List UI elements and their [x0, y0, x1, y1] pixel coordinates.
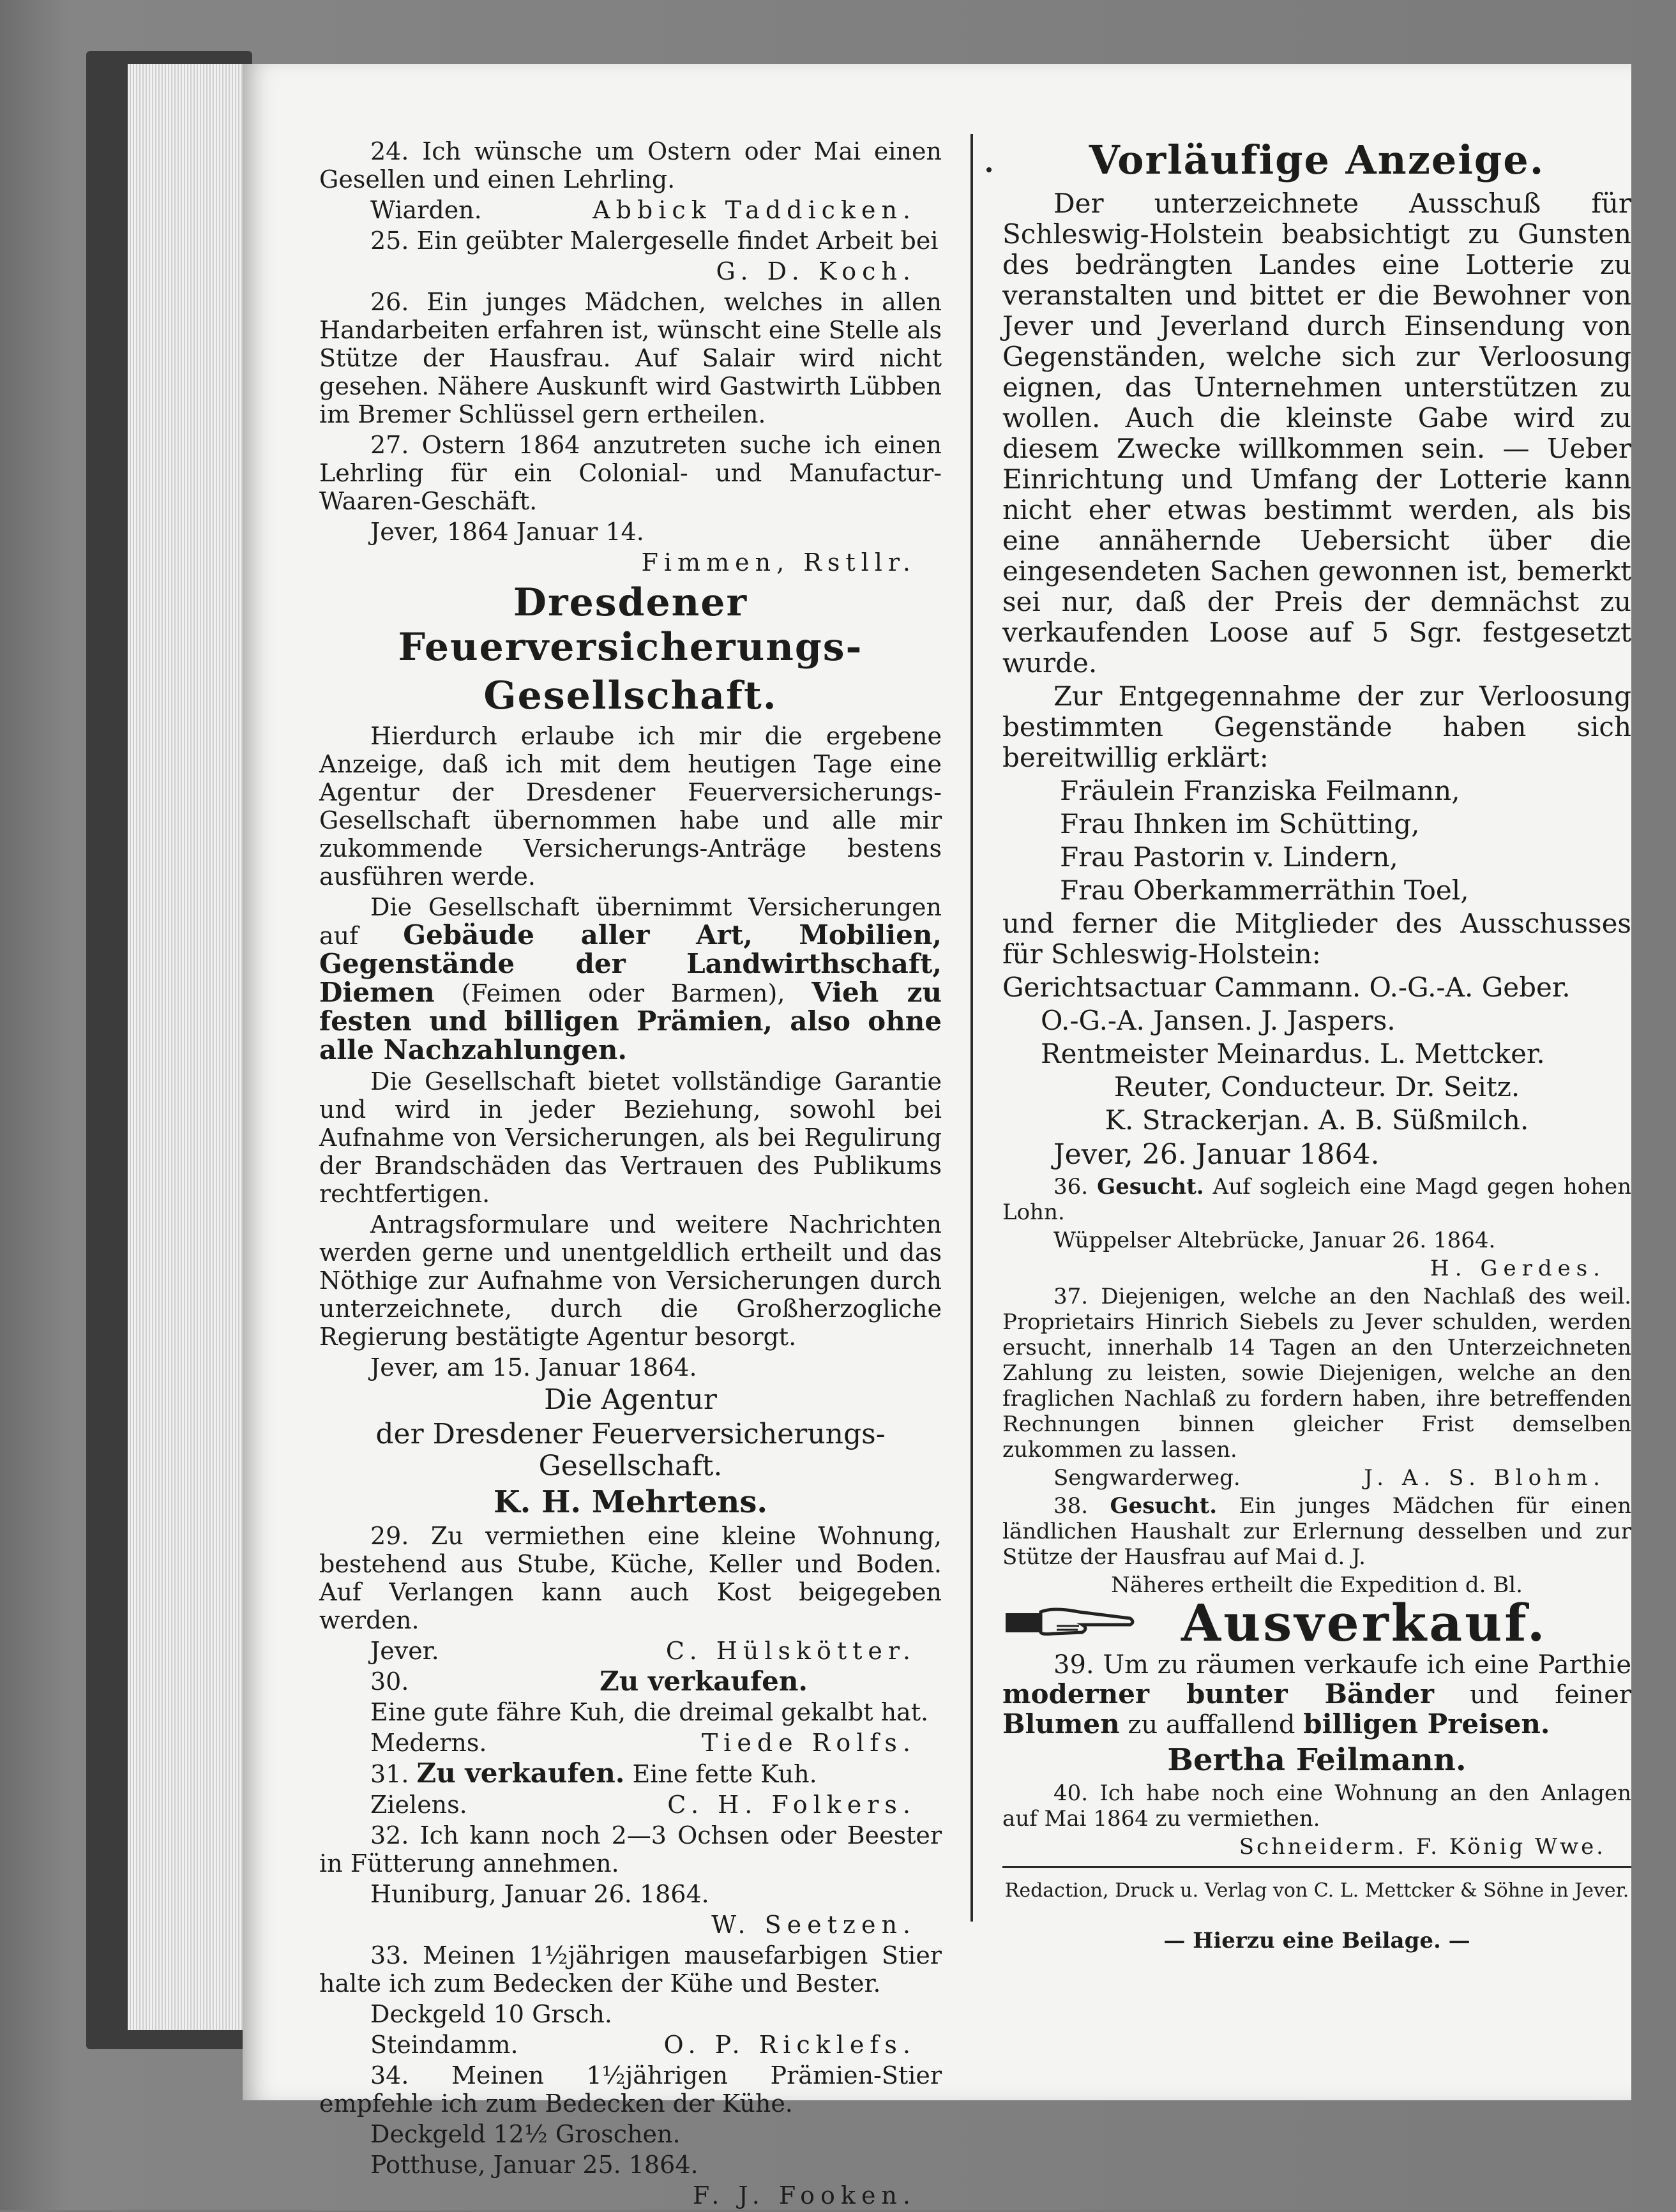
lottery-person: Frau Ihnken im Schütting,: [1060, 808, 1420, 839]
ad-place: Jever.: [370, 1637, 439, 1665]
lottery-person: Frau Pastorin v. Lindern,: [1060, 841, 1398, 873]
ad-text: Ein junges Mädchen für einen ländlichen Haushalt zur Erlernung desselben und zur Stütze der Hausfrau auf Mai d. J.: [1002, 1493, 1631, 1570]
ad-signature: Schneiderm. F. König Wwe.: [1239, 1834, 1606, 1860]
committee-members: [1002, 972, 1631, 1136]
ad-26: [319, 288, 942, 428]
lottery-date: Jever, 26. Januar 1864.: [1053, 1138, 1380, 1171]
lottery-paragraph-2: Zur Entgegennahme der zur Verloosung bestimmten Gegenstände haben sich bereitwillig erklärt:: [1002, 681, 1631, 773]
ad-40: [1002, 1780, 1631, 1860]
ad-signature: Fimmen, Rstllr.: [641, 548, 916, 576]
ad-heading: Zu verkaufen.: [416, 1757, 625, 1789]
pointing-hand-icon: [1002, 1600, 1136, 1645]
committee-line: Reuter, Conducteur. Dr. Seitz.: [1114, 1071, 1520, 1102]
ad-signature: Abbick Taddicken.: [593, 196, 916, 224]
ad-place: Wiarden.: [370, 196, 482, 224]
ad-text: Meinen 1½jährigen Prämien-Stier empfehle ich zum Bedecken der Kühe.: [319, 2061, 942, 2118]
ad-text: Diejenigen, welche an den Nachlaß des weil. Proprietairs Hinrich Siebels zu Jever schulden, werden ersucht, innerhalb 14 Tagen an den Unterzeichneten Zahlung zu leisten, sowie Diejenigen, welche an den fraglichen Nachlaß zu fordern haben, ihre betreffenden Rechnungen binnen gleicher Frist demselben zukommen zu lassen.: [1002, 1284, 1631, 1463]
ad-signature: J. A. S. Blohm.: [1364, 1465, 1606, 1491]
ad-place: Steindamm.: [370, 2031, 518, 2059]
ad-signature: C. Hülskötter.: [665, 1637, 916, 1665]
ad-signature: C. H. Folkers.: [667, 1791, 916, 1819]
ad-date: Potthuse, Januar 25. 1864.: [370, 2151, 698, 2179]
ad-fee: Deckgeld 12½ Groschen.: [370, 2120, 681, 2148]
ad-note: Näheres ertheilt die Expedition d. Bl.: [1111, 1572, 1523, 1598]
ad-24: [319, 137, 942, 227]
ad-signature: W. Seetzen.: [711, 1911, 916, 1939]
ad-number: 32.: [370, 1821, 409, 1849]
dresdner-agency-line2: der Dresdener Feuerversicherungs-Gesellschaft.: [375, 1418, 886, 1482]
ad-number: 30.: [370, 1667, 409, 1696]
ad-heading: Gesucht.: [1097, 1174, 1204, 1200]
ad-text: Ostern 1864 anzutreten suche ich einen Lehrling für ein Colonial- und Manufactur-Waaren-Geschäft.: [319, 431, 942, 515]
ad-number: 26.: [370, 288, 409, 316]
ad-text: Ich habe noch eine Wohnung an den Anlagen auf Mai 1864 zu vermiethen.: [1002, 1780, 1631, 1832]
ad-heading: Gesucht.: [1110, 1493, 1218, 1519]
ad-number: 31.: [370, 1760, 409, 1788]
dresdner-title-line2: Gesellschaft.: [483, 673, 778, 718]
ad-36: [1002, 1174, 1631, 1281]
ad-text: Ein geübter Malergeselle findet Arbeit bei: [416, 227, 939, 255]
ad-37: [1002, 1284, 1631, 1493]
ad-place: Mederns.: [370, 1729, 487, 1757]
committee-line: O.-G.-A. Jansen. J. Jaspers.: [1041, 1005, 1396, 1036]
ad-number: 33.: [370, 1941, 409, 1969]
ausverkauf-ad: Ausverkauf. 39. Um zu räumen verkaufe ich eine Parthie moderner bunter Bänder und feiner Blumen zu auffallend billigen Preisen. Bertha Feilmann.: [1002, 1593, 1631, 1778]
ad-date: Wüppelser Altebrücke, Januar 26. 1864.: [1053, 1228, 1496, 1253]
ad-number: 27.: [370, 431, 409, 459]
supplement-note: — Hierzu eine Beilage. —: [1163, 1928, 1470, 1953]
dresdner-paragraph-4: Antragsformulare und weitere Nachrichten werden gerne und unentgeldlich ertheilt und das Nöthige zur Aufnahme von Versicherungen durch unterzeichnete, durch die Großherzogliche Regierung bestätigte Agentur besorgt.: [319, 1210, 942, 1351]
ad-32: [319, 1821, 942, 1939]
ad-text: Ich wünsche um Ostern oder Mai einen Gesellen und einen Lehrling.: [319, 137, 942, 193]
ad-number: 38.: [1053, 1493, 1089, 1519]
ad-text: Eine fette Kuh.: [632, 1760, 817, 1788]
ad-27: [319, 431, 942, 576]
dresdner-date: Jever, am 15. Januar 1864.: [370, 1353, 697, 1381]
committee-line: Gerichtsactuar Cammann. O.-G.-A. Geber.: [1002, 972, 1571, 1003]
left-column: [319, 137, 942, 2212]
lottery-person: Fräulein Franziska Feilmann,: [1060, 775, 1460, 806]
ad-signature: Tiede Rolfs.: [701, 1729, 916, 1757]
lottery-paragraph-1: Der unterzeichnete Ausschuß für Schleswig-Holstein beabsichtigt zu Gunsten des bedrängten Landes eine Lotterie zu veranstalten und bittet er die Bewohner von Jever und Jeverland durch Einsendung von Gegenständen, welche sich zur Verloosung eignen, das Unternehmen unterstützen zu wollen. Auch die kleinste Gabe wird zu diesem Zwecke willkommen sein. — Ueber Einrichtung und Umfang der Lotterie kann nicht eher etwas bestimmt werden, als bis eine annähernde Uebersicht über die eingesendeten Sachen gewonnen ist, bemerkt sei nur, daß der Preis der demnächst zu verkaufenden Loose auf 5 Sgr. festgesetzt wurde.: [1002, 188, 1631, 679]
ad-number: 37.: [1053, 1284, 1089, 1309]
ausverkauf-title: Ausverkauf.: [1181, 1593, 1548, 1653]
ad-33: [319, 1941, 942, 2061]
ad-date: Huniburg, Januar 26. 1864.: [370, 1880, 709, 1908]
ad-text: Auf sogleich eine Magd gegen hohen Lohn.: [1002, 1174, 1631, 1225]
ausverkauf-signature: Bertha Feilmann.: [1167, 1742, 1467, 1778]
footer-rule: [1002, 1866, 1631, 1868]
dresdner-paragraph-1: Hierdurch erlaube ich mir die ergebene Anzeige, daß ich mit dem heutigen Tage eine Agentur der Dresdener Feuerversicherungs-Gesellschaft übernommen habe und alle mir zukommende Versicherungs-Anträge bestens ausführen werde.: [319, 722, 942, 891]
ad-number: 25.: [370, 227, 409, 255]
committee-line: K. Strackerjan. A. B. Süßmilch.: [1105, 1104, 1529, 1136]
ad-number: 36.: [1053, 1174, 1089, 1200]
ad-text: Ein junges Mädchen, welches in allen Handarbeiten erfahren ist, wünscht eine Stelle als Stütze der Hausfrau. Auf Salair wird nicht gesehen. Nähere Auskunft wird Gastwirth Lübben im Bremer Schlüssel gern ertheilen.: [319, 288, 942, 428]
ad-31: [319, 1759, 942, 1821]
ad-38: [1002, 1493, 1631, 1598]
ad-fee: Deckgeld 10 Grsch.: [370, 2000, 612, 2028]
lottery-notice: [1002, 137, 1631, 1171]
ad-29: [319, 1522, 942, 1667]
dresdner-paragraph-2: Die Gesellschaft übernimmt Versicherungen auf Gebäude aller Art, Mobilien, Gegenstände der Landwirthschaft, Diemen (Feimen oder Barmen), Vieh zu festen und billigen Prämien, also ohne alle Nachzahlungen.: [319, 893, 942, 1065]
dresdner-paragraph-3: Die Gesellschaft bietet vollständige Garantie und wird in jeder Beziehung, sowohl bei Aufnahme von Versicherungen, als bei Regulirung der Brandschäden das Vertrauen des Publikums rechtfertigen.: [319, 1067, 942, 1208]
ad-place: Sengwarderweg.: [1053, 1465, 1241, 1491]
ad-signature: H. Gerdes.: [1430, 1256, 1606, 1281]
ad-signature: O. P. Ricklefs.: [663, 2031, 916, 2059]
column-dot: [986, 167, 992, 172]
committee-line: Rentmeister Meinardus. L. Mettcker.: [1041, 1038, 1545, 1069]
right-column: [1002, 137, 1631, 1976]
lottery-person: Frau Oberkammerräthin Toel,: [1060, 875, 1469, 906]
ad-date: Jever, 1864 Januar 14.: [370, 518, 644, 546]
lottery-paragraph-3: und ferner die Mitglieder des Ausschusses für Schleswig-Holstein:: [1002, 908, 1631, 970]
ad-25: [319, 227, 942, 285]
dresdner-ad: [319, 580, 942, 1519]
ad-signature: F. J. Fooken.: [692, 2181, 916, 2209]
ad-number: 39.: [1053, 1650, 1094, 1680]
ad-number: 34.: [370, 2061, 409, 2089]
lottery-title: Vorläufige Anzeige.: [1089, 137, 1545, 183]
column-divider: [970, 134, 973, 1922]
dresdner-agency-line1: Die Agentur: [544, 1383, 717, 1416]
ad-30: [319, 1667, 942, 1759]
ad-text: Zu vermiethen eine kleine Wohnung, bestehend aus Stube, Küche, Keller und Boden. Auf Verlangen kann auch Kost beigegeben werden.: [319, 1522, 942, 1634]
ad-text: Ich kann noch 2—3 Ochsen oder Beester in Fütterung annehmen.: [319, 1821, 942, 1877]
ad-number: 24.: [370, 137, 409, 165]
ad-number: 29.: [370, 1522, 409, 1550]
lottery-persons: [1002, 776, 1631, 906]
ad-text: Meinen 1½jährigen mausefarbigen Stier halte ich zum Bedecken der Kühe und Bester.: [319, 1941, 942, 1998]
ad-34: [319, 2061, 942, 2209]
ad-place: Zielens.: [370, 1791, 467, 1819]
ad-number: 40.: [1053, 1780, 1089, 1806]
ad-heading: Zu verkaufen.: [600, 1666, 808, 1697]
dresdner-title-line1: Dresdener Feuerversicherungs-: [398, 580, 863, 670]
ad-signature: G. D. Koch.: [716, 257, 916, 285]
ad-text: Eine gute fähre Kuh, die dreimal gekalbt hat.: [370, 1698, 929, 1726]
imprint-line: Redaction, Druck u. Verlag von C. L. Mettcker & Söhne in Jever.: [1004, 1879, 1629, 1902]
dresdner-agent-name: K. H. Mehrtens.: [493, 1484, 768, 1520]
